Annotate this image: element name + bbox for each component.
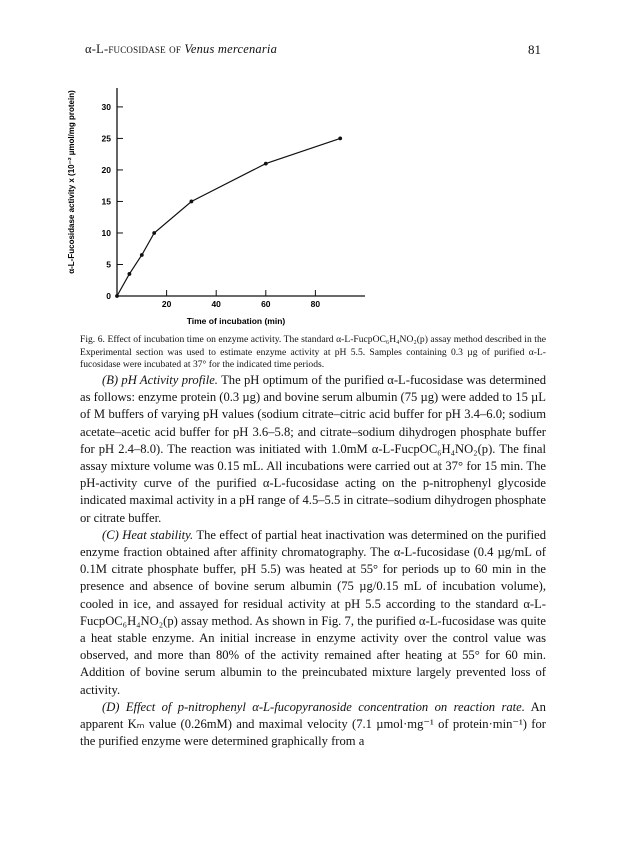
x-tick-label: 20 [161, 299, 172, 309]
data-point [128, 272, 132, 276]
running-title [85, 42, 277, 57]
running-title-species: Venus mercenaria [184, 42, 278, 56]
y-tick-label: 20 [101, 164, 111, 175]
caption-label: Fig. 6. [80, 334, 105, 345]
running-head [85, 42, 541, 58]
data-point [190, 200, 194, 204]
x-tick-label: 80 [310, 299, 321, 309]
paragraph-substrate-concentration [80, 699, 546, 751]
running-title-prefix: α-L- [85, 42, 109, 56]
y-tick-label: 25 [101, 133, 111, 144]
paragraph-text: The pH optimum of the purified α-L-fucosidase was determined as follows: enzyme protein (0.3 µg) and bovine serum albumin (75 µg) were added to 15 µL of M buffers of varying pH values (sodium citrate–citric acid buffer for pH 3.4–6.0; sodium acetate–acetic acid buffer for pH 3.6–5.8; and citrate–sodium dihydrogen phosphate buffer for pH 2.4–8.0). The reaction was initiated with 1.0mM α-L-FucpOC₆H₄NO₂(p). The final assay mixture volume was 0.15 mL. All incubations were carried out at 37° for 15 min. The pH-activity curve of the purified α-L-fucosidase acting on the p-nitrophenyl glycoside indicated maximal activity in a pH range of 4.5–5.5 in citrate–sodium dihydrogen phosphate or citrate buffer. [80, 373, 546, 525]
x-axis-label: Time of incubation (min) [186, 316, 286, 326]
y-tick-label: 15 [101, 196, 111, 207]
paragraph-heat-stability [80, 527, 546, 699]
x-tick-label: 60 [261, 299, 271, 309]
y-tick-label: 0 [106, 291, 111, 301]
paragraph-text: The effect of partial heat inactivation was determined on the purified enzyme fraction obtained after affinity chromatography. The α-L-fucosidase (0.4 µg/mL of 0.1M citrate phosphate buffer, pH 5.5) was heated at 55° for periods up to 60 min in the presence and absence of bovine serum albumin (75 µg/0.15 mL of incubation volume), cooled in ice, and assayed for residual activity at pH 5.5 according to the standard α-L-FucpOC₆H₄NO₂(p) assay method. As shown in Fig. 7, the purified α-L-fucosidase was quite a heat stable enzyme. An initial increase in enzyme activity over the control value was observed, and more than 80% of the activity remained after heating at 55° for 60 min. Addition of bovine serum albumin to the preincubated mixture largely prevented loss of activity. [80, 527, 546, 697]
data-point [152, 231, 156, 235]
running-title-smallcaps: fucosidase of [108, 42, 182, 56]
paragraph-heading: (D) Effect of p-nitrophenyl α-L-fucopyranoside concentration on reaction rate. [102, 699, 525, 714]
paragraph-ph-profile [80, 372, 546, 527]
series-line [117, 138, 340, 296]
caption-text: Effect of incubation time on enzyme activity. The standard α-L-FucpOC₆H₄NO₂(p) assay method described in the Experimental section was used to estimate enzyme activity at pH 5.5. Samples containing 0.3 µg of purified α-L-fucosidase were incubated at 37° for the indicated time periods. [80, 334, 547, 371]
chart-axes [67, 88, 365, 326]
activity-time-chart [50, 60, 380, 330]
paragraph-heading: (C) Heat stability. [102, 527, 194, 542]
data-point [338, 137, 342, 141]
y-tick-label: 10 [101, 227, 111, 238]
y-tick-label: 5 [106, 259, 111, 270]
data-point [264, 162, 268, 166]
y-tick-label: 30 [101, 101, 111, 112]
paragraph-heading: (B) pH Activity profile. [102, 373, 218, 387]
body-text [80, 372, 546, 750]
data-point [140, 253, 144, 257]
paragraph-text: An apparent Kₘ value (0.26mM) and maximal velocity (7.1 µmol·mg⁻¹ of protein·min⁻¹) for the purified enzyme were determined graphically from a [80, 699, 546, 749]
figure-caption [80, 334, 546, 372]
x-tick-label: 40 [211, 299, 221, 309]
chart-marks [115, 137, 342, 298]
data-point [115, 294, 119, 298]
page-number: 81 [528, 42, 541, 57]
y-axis-label: α-L-Fucosidase activity x (10⁻² µmol/mg protein) [67, 90, 76, 274]
figure-6 [50, 60, 380, 330]
